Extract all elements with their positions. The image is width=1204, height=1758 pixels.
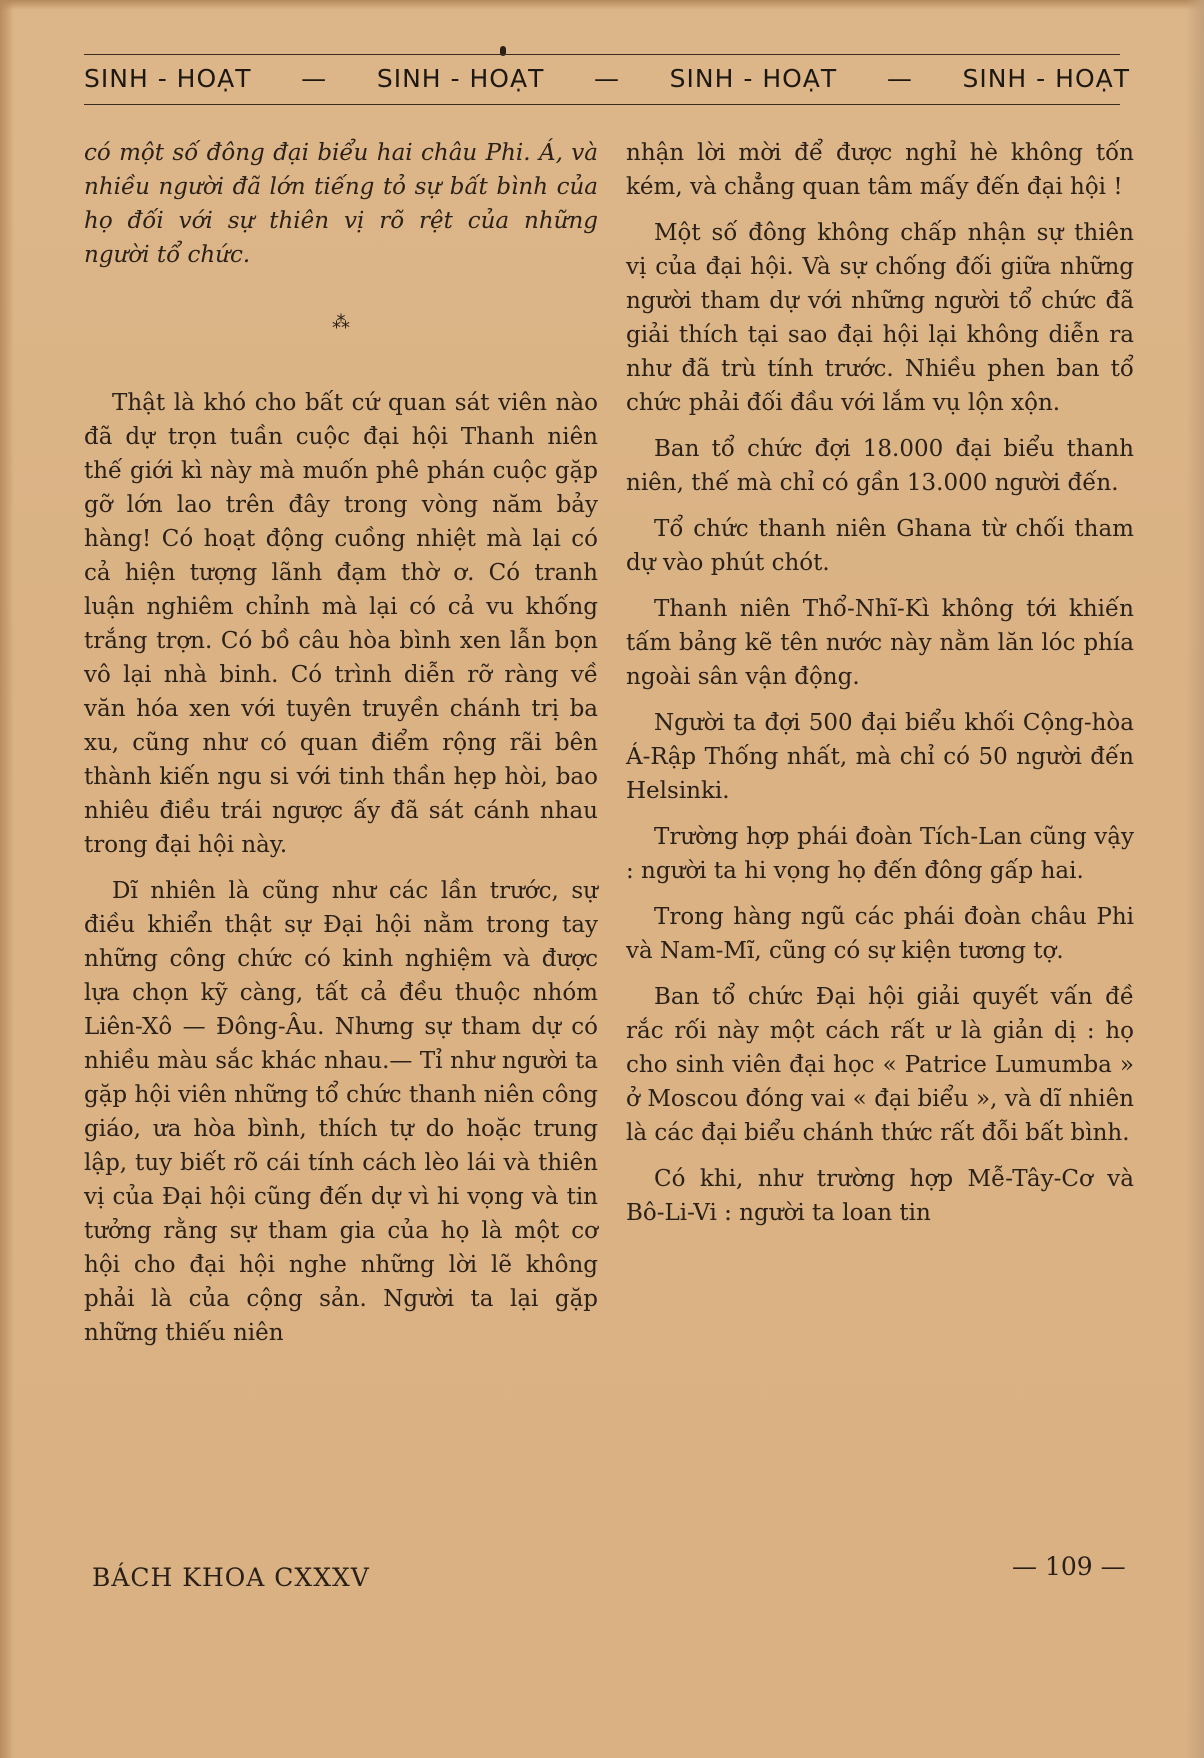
header-rule-top xyxy=(84,54,1120,55)
body-paragraph: Dĩ nhiên là cũng như các lần trước, sự điều khiển thật sự Đại hội nằm trong tay những công chức có kinh nghiệm và được lựa chọn kỹ càng, tất cả đều thuộc nhóm Liên-Xô — Đông-Âu. Nhưng sự tham dự có nhiều màu sắc khác nhau.— Tỉ như người ta gặp hội viên những tổ chức thanh niên công giáo, ưa hòa bình, thích tự do hoặc trung lập, tuy biết rõ cái tính cách lèo lái và thiên vị của Đại hội cũng đến dự vì hi vọng và tin tưởng rằng sự tham gia của họ là một cơ hội cho đại hội nghe những lời lẽ không phải là của cộng sản. Người ta lại gặp những thiếu niên xyxy=(84,878,598,1346)
header-dash: — xyxy=(594,63,620,93)
publication-footer: BÁCH KHOA CXXXV xyxy=(92,1563,370,1592)
body-paragraph: Có khi, như trường hợp Mễ-Tây-Cơ và Bô-Li-Vi : người ta loan tin xyxy=(626,1166,1134,1226)
body-paragraph: Trong hàng ngũ các phái đoàn châu Phi và Nam-Mĩ, cũng có sự kiện tương tợ. xyxy=(626,904,1134,964)
body-paragraph: nhận lời mời để được nghỉ hè không tốn kém, và chẳng quan tâm mấy đến đại hội ! xyxy=(626,140,1134,200)
header-section-title: SINH - HOẠT xyxy=(669,63,838,93)
body-paragraph: Người ta đợi 500 đại biểu khối Cộng-hòa Á-Rập Thống nhất, mà chỉ có 50 người đến Helsinki. xyxy=(626,710,1134,804)
body-paragraph: Ban tổ chức đợi 18.000 đại biểu thanh niên, thế mà chỉ có gần 13.000 người đến. xyxy=(626,436,1134,496)
section-separator-asterism: ⁂ xyxy=(332,312,350,333)
page-number: — 109 — xyxy=(1012,1552,1126,1581)
intro-paragraph: có một số đông đại biểu hai châu Phi. Á, và nhiều người đã lớn tiếng tỏ sự bất bình của họ đối với sự thiên vị rõ rệt của những người tổ chức. xyxy=(84,140,598,268)
body-paragraph: Trường hợp phái đoàn Tích-Lan cũng vậy : người ta hi vọng họ đến đông gấp hai. xyxy=(626,824,1134,884)
body-paragraph: Thanh niên Thổ-Nhĩ-Kì không tới khiến tấm bảng kẽ tên nước này nằm lăn lóc phía ngoài sân vận động. xyxy=(626,596,1134,690)
page-top-edge xyxy=(0,0,1204,10)
left-column xyxy=(84,136,598,1362)
body-paragraph: Một số đông không chấp nhận sự thiên vị của đại hội. Và sự chống đối giữa những người tham dự với những người tổ chức đã giải thích tại sao đại hội lại không diễn ra như đã trù tính trước. Nhiều phen ban tổ chức phải đối đầu với lắm vụ lộn xộn. xyxy=(626,220,1134,416)
header-dash: — xyxy=(886,63,913,93)
header-section-title: SINH - HOẠT xyxy=(962,63,1130,93)
header-dash: — xyxy=(301,63,328,93)
body-paragraph: Tổ chức thanh niên Ghana từ chối tham dự vào phút chót. xyxy=(626,516,1134,576)
right-column xyxy=(626,136,1134,1242)
header-rule-bottom xyxy=(84,104,1120,105)
header-section-title: SINH - HOẠT xyxy=(84,63,252,93)
body-paragraph: Ban tổ chức Đại hội giải quyết vấn đề rắc rối này một cách rất ư là giản dị : họ cho sinh viên đại học « Patrice Lumumba » ở Moscou đóng vai « đại biểu », và dĩ nhiên là các đại biểu chánh thức rất đỗi bất bình. xyxy=(626,984,1134,1146)
running-header xyxy=(84,58,1130,98)
header-section-title: SINH - HOẠT xyxy=(376,63,545,93)
body-paragraph: Thật là khó cho bất cứ quan sát viên nào đã dự trọn tuần cuộc đại hội Thanh niên thế giới kì này mà muốn phê phán cuộc gặp gỡ lớn lao trên đây trong vòng năm bảy hàng! Có hoạt động cuồng nhiệt mà lại có cả hiện tượng lãnh đạm thờ ơ. Có tranh luận nghiêm chỉnh mà lại có cả vu khống trắng trợn. Có bồ câu hòa bình xen lẫn bọn vô lại nhà binh. Có trình diễn rỡ ràng về văn hóa xen với tuyên truyền chánh trị ba xu, cũng như có quan điểm rộng rãi bên thành kiến ngu si với tinh thần hẹp hòi, bao nhiêu điều trái ngược ấy đã sát cánh nhau trong đại hội này. xyxy=(84,390,598,858)
